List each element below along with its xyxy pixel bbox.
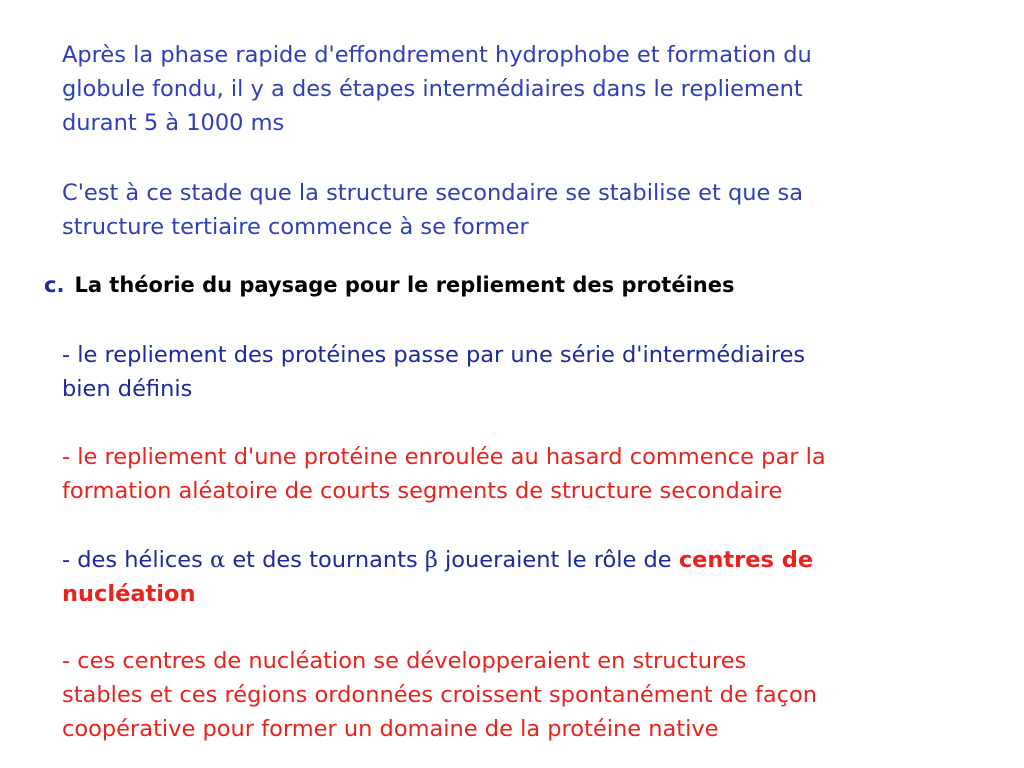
point-1: [62, 338, 962, 406]
text-line: globule fondu, il y a des étapes intermédiaires dans le repliement: [62, 76, 803, 102]
text-line: Après la phase rapide d'effondrement hydrophobe et formation du: [62, 42, 812, 68]
nucleation-highlight-2: nucléation: [62, 581, 196, 607]
beta-symbol: β: [424, 547, 438, 573]
text-line: stables et ces régions ordonnées croissent spontanément de façon: [62, 682, 818, 708]
text-line: durant 5 à 1000 ms: [62, 110, 285, 136]
point-3: [62, 543, 962, 611]
section-heading: [44, 268, 734, 302]
text-line: - ces centres de nucléation se développeraient en structures: [62, 648, 747, 674]
alpha-symbol: α: [209, 547, 226, 573]
intro-paragraph-1: [62, 38, 962, 140]
section-title: La théorie du paysage pour le repliement des protéines: [74, 273, 735, 297]
point-4: [62, 644, 962, 746]
text-line: - le repliement d'une protéine enroulée au hasard commence par la: [62, 444, 826, 470]
intro-paragraph-2: [62, 176, 962, 244]
point-3-part-3: joueraient le rôle de: [437, 547, 679, 573]
text-line: [62, 543, 962, 577]
text-line: formation aléatoire de courts segments de structure secondaire: [62, 478, 783, 504]
text-line: coopérative pour former un domaine de la protéine native: [62, 716, 719, 742]
text-line: bien définis: [62, 376, 193, 402]
section-marker: c.: [44, 273, 65, 297]
point-3-part-1: - des hélices: [62, 547, 210, 573]
nucleation-highlight-1: centres de: [678, 547, 814, 573]
text-line: - le repliement des protéines passe par une série d'intermédiaires: [62, 342, 806, 368]
text-line: structure tertiaire commence à se former: [62, 214, 529, 240]
point-3-part-2: et des tournants: [225, 547, 425, 573]
text-line: C'est à ce stade que la structure secondaire se stabilise et que sa: [62, 180, 804, 206]
point-2: [62, 440, 962, 508]
